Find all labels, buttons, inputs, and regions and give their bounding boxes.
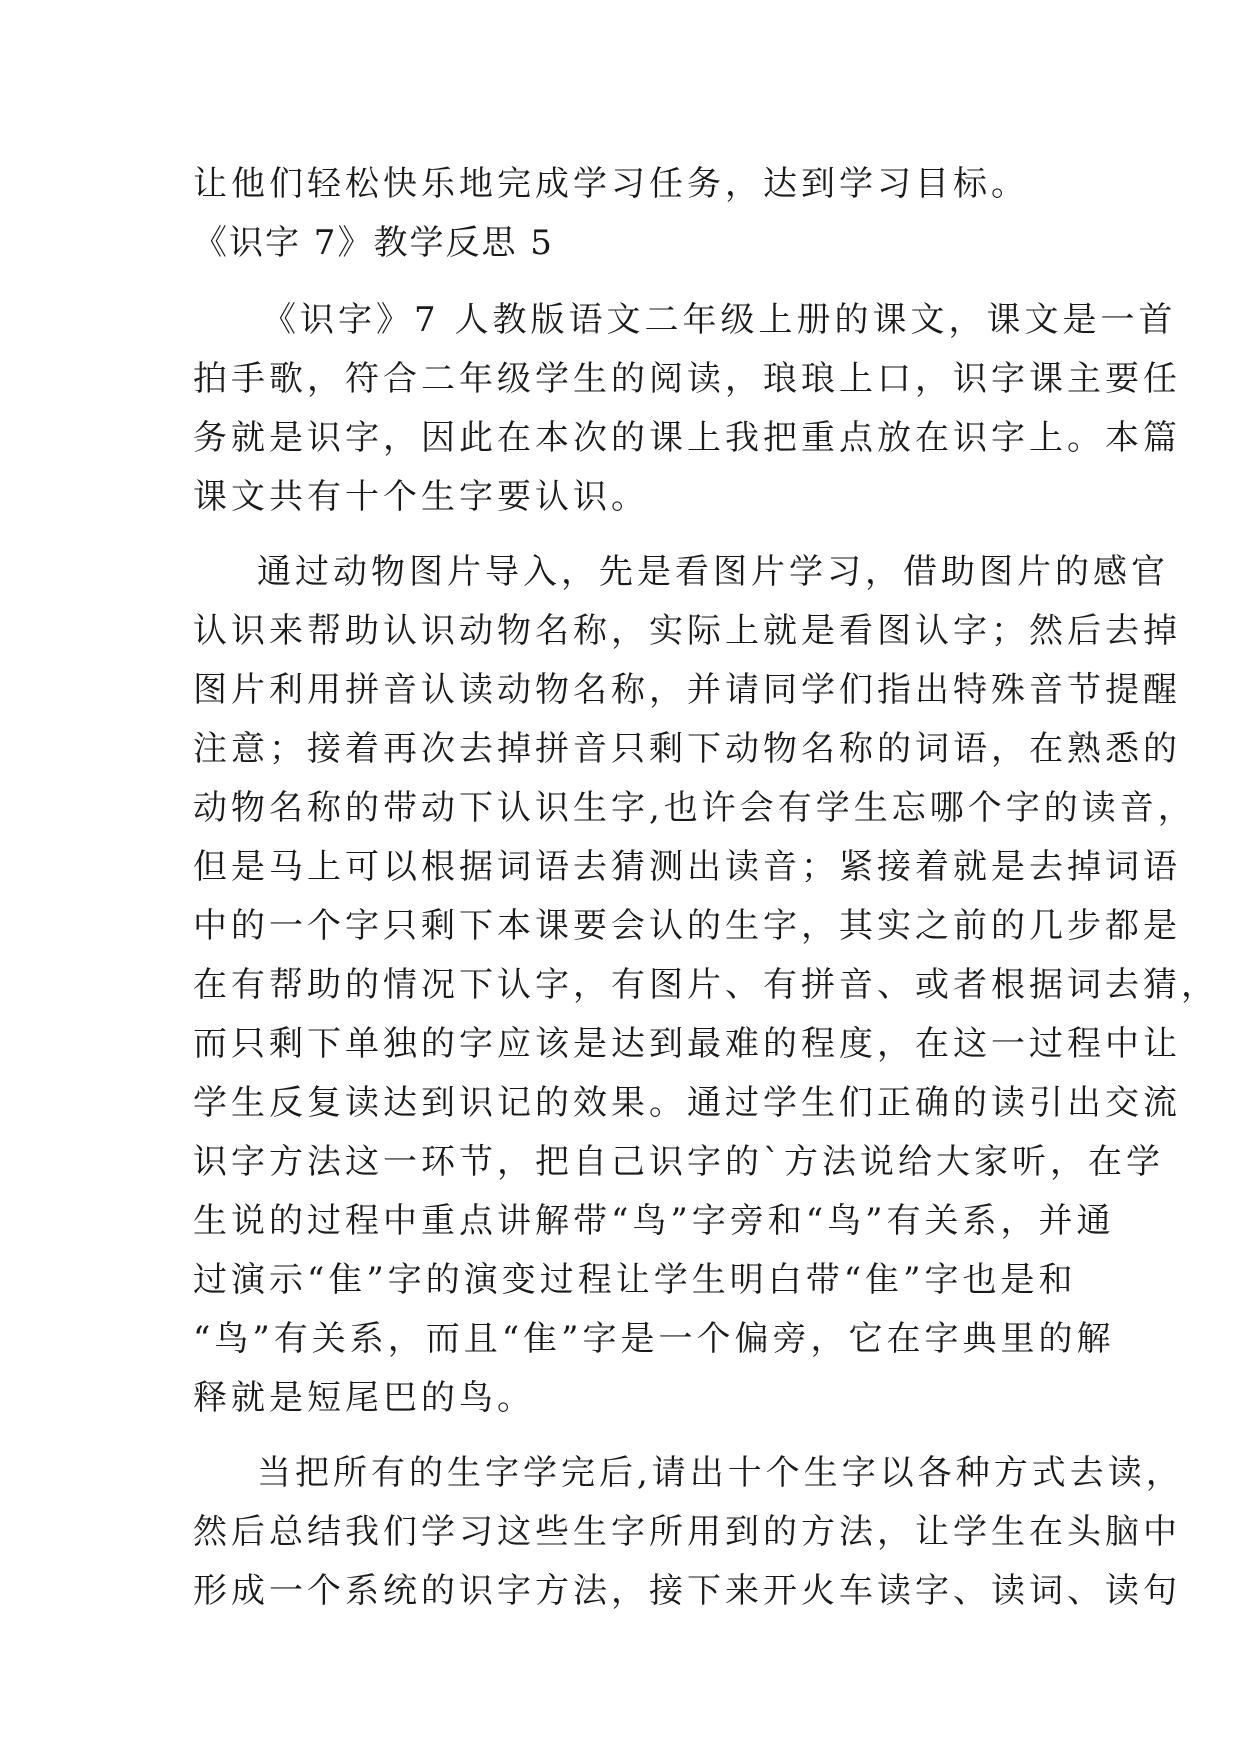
paragraph-1 xyxy=(193,291,1181,527)
paragraph-line: 注意；接着再次去掉拼音只剩下动物名称的词语，在熟悉的 xyxy=(193,729,1181,769)
paragraph-line: 学生反复读达到识记的效果。通过学生们正确的读引出交流 xyxy=(193,1083,1181,1123)
paragraph-line: 生说的过程中重点讲解带“鸟”字旁和“鸟”有关系，并通 xyxy=(193,1201,1115,1241)
paragraph-line: 而只剩下单独的字应该是达到最难的程度，在这一过程中让 xyxy=(193,1024,1181,1064)
paragraph-line: 当把所有的生字学完后,请出十个生字以各种方式去读， xyxy=(257,1453,1184,1493)
paragraph-2 xyxy=(193,543,1219,1428)
paragraph-line: 释就是短尾巴的鸟。 xyxy=(193,1378,535,1418)
paragraph-line: 识字方法这一环节，把自己识字的`方法说给大家听，在学 xyxy=(193,1142,1164,1182)
paragraph-line: 通过动物图片导入，先是看图片学习，借助图片的感官 xyxy=(257,552,1169,592)
paragraph-line: 但是马上可以根据词语去猜测出读音；紧接着就是去掉词语 xyxy=(193,847,1181,887)
paragraph-line: 拍手歌，符合二年级学生的阅读，琅琅上口，识字课主要任 xyxy=(193,359,1181,399)
paragraph-line: 认识来帮助认识动物名称，实际上就是看图认字；然后去掉 xyxy=(193,611,1181,651)
paragraph-line: “鸟”有关系，而且“隹”字是一个偏旁，它在字典里的解 xyxy=(193,1319,1115,1359)
paragraph-3 xyxy=(193,1444,1184,1621)
paragraph-line: 图片利用拼音认读动物名称，并请同学们指出特殊音节提醒 xyxy=(193,670,1181,710)
paragraph-line: 务就是识字，因此在本次的课上我把重点放在识字上。本篇 xyxy=(193,418,1181,458)
document-page xyxy=(193,155,1219,1621)
paragraph-line: 课文共有十个生字要认识。 xyxy=(193,477,649,517)
paragraph-line: 动物名称的带动下认识生字,也许会有学生忘哪个字的读音， xyxy=(193,788,1196,828)
paragraph-line: 然后总结我们学习这些生字所用到的方法，让学生在头脑中 xyxy=(193,1512,1181,1552)
paragraph-line: 形成一个系统的识字方法，接下来开火车读字、读词、读句 xyxy=(193,1571,1181,1611)
previous-paragraph-tail: 让他们轻松快乐地完成学习任务，达到学习目标。 xyxy=(193,164,1029,204)
paragraph-line: 在有帮助的情况下认字，有图片、有拼音、或者根据词去猜， xyxy=(193,965,1219,1005)
section-title: 《识字 7》教学反思 5 xyxy=(193,223,554,263)
paragraph-line: 过演示“隹”字的演变过程让学生明白带“隹”字也是和 xyxy=(193,1260,1077,1300)
paragraph-line: 中的一个字只剩下本课要会认的生字，其实之前的几步都是 xyxy=(193,906,1181,946)
paragraph-line: 《识字》7 人教版语文二年级上册的课文，课文是一首 xyxy=(262,300,1177,340)
